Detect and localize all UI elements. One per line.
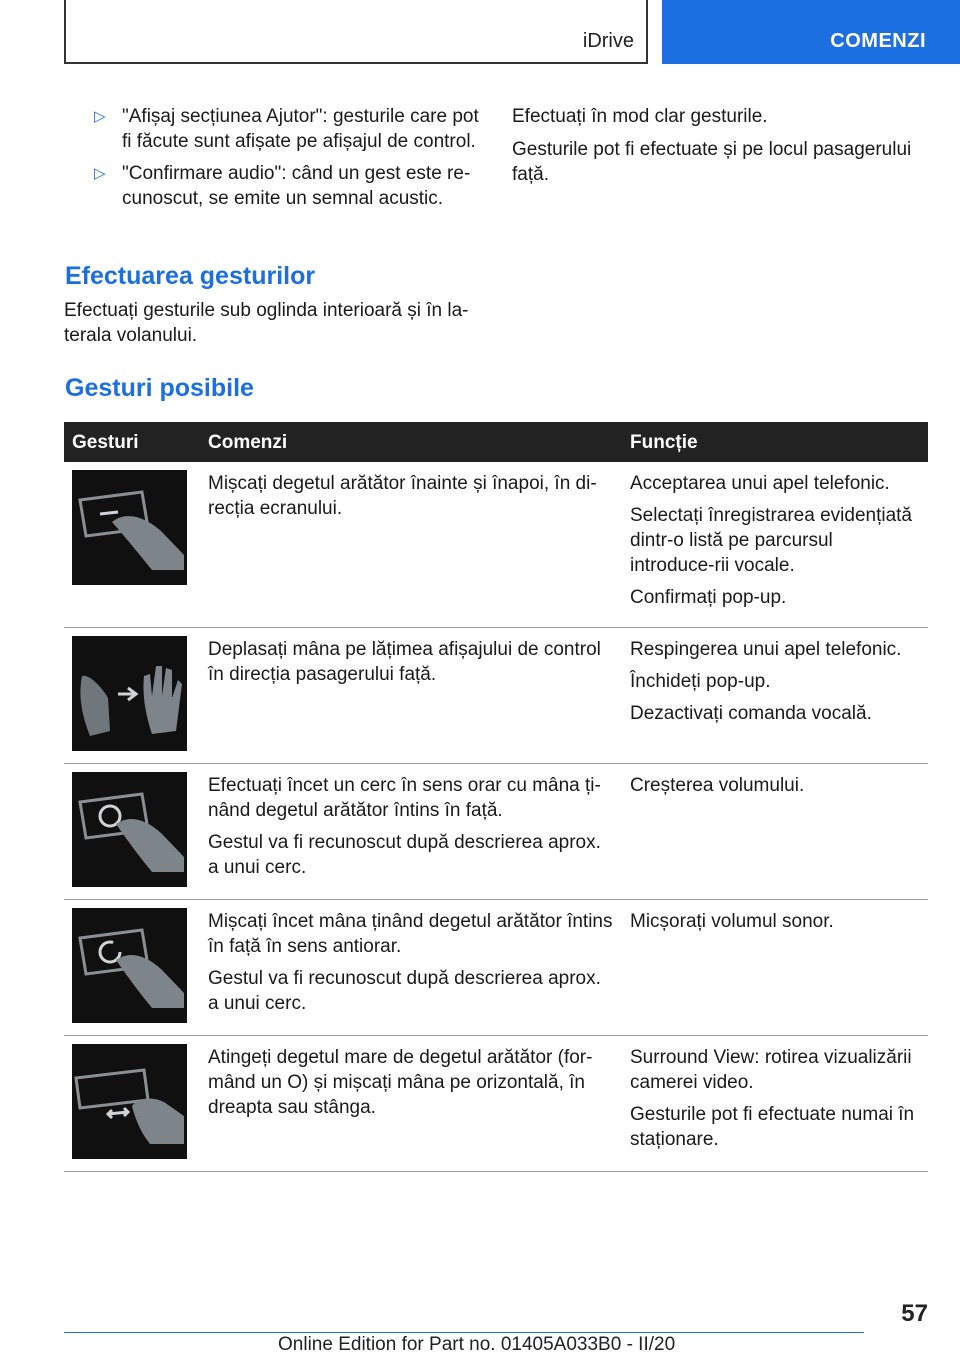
bullet-text: "Confirmare audio": când un gest este re-cunoscut, se emite un semnal acustic. xyxy=(122,163,471,209)
command-text: Gestul va fi recunoscut după descrierea aprox. a unui cerc. xyxy=(208,832,601,878)
table-row xyxy=(64,900,928,1036)
function-text: Închideți pop-up. xyxy=(630,671,771,692)
section-heading-gesturi: Gesturi posibile xyxy=(65,374,254,402)
gestures-table xyxy=(64,422,928,1172)
command-text: Gestul va fi recunoscut după descrierea aprox. a unui cerc. xyxy=(208,968,601,1014)
function-text: Confirmați pop-up. xyxy=(630,587,787,608)
section-paragraph: Efectuați gesturile sub oglinda interioară și în la-terala volanului. xyxy=(64,300,469,346)
right-column xyxy=(512,104,922,195)
table-row xyxy=(64,1036,928,1172)
command-text: Deplasați mâna pe lățimea afișajului de control în direcția pasagerului față. xyxy=(208,639,601,685)
table-row xyxy=(64,764,928,900)
section-heading-efectuare: Efectuarea gesturilor xyxy=(65,262,316,290)
header-section-title: iDrive xyxy=(582,30,634,52)
footer-divider xyxy=(64,1332,864,1333)
footer-edition-text: Online Edition for Part no. 01405A033B0 - II/20 xyxy=(278,1334,676,1355)
triangle-bullet-icon: ▷ xyxy=(94,108,106,125)
bullet-item xyxy=(64,104,484,154)
bullet-item xyxy=(64,161,484,211)
function-text: Surround View: rotirea vizualizării camerei video. xyxy=(630,1047,912,1093)
gesture-swipe-hand-icon xyxy=(72,636,187,751)
gesture-circle-counterclockwise-icon xyxy=(72,908,187,1023)
command-text: Mișcați degetul arătător înainte și înapoi, în di-recția ecranului. xyxy=(208,473,597,519)
gesture-pinch-swipe-icon xyxy=(72,1044,187,1159)
command-text: Efectuați încet un cerc în sens orar cu mâna ți-nând degetul arătător întins în față. xyxy=(208,775,601,821)
command-text: Mișcați încet mâna ținând degetul arătător întins în față în sens antiorar. xyxy=(208,911,613,957)
table-row xyxy=(64,628,928,764)
header-chapter-title: COMENZI xyxy=(830,30,926,52)
paragraph: Gesturile pot fi efectuate și pe locul pasagerului față. xyxy=(512,139,912,185)
command-text: Atingeți degetul mare de degetul arătător (for-mând un O) și mișcați mâna pe orizontală, în dreapta sau stânga. xyxy=(208,1047,593,1118)
column-header-gesturi: Gesturi xyxy=(64,422,200,462)
gesture-point-forward-back-icon xyxy=(72,470,187,585)
column-header-functie: Funcție xyxy=(622,422,928,462)
function-text: Selectați înregistrarea evidențiată dintr-o listă pe parcursul introduce-rii vocale. xyxy=(630,505,912,576)
function-text: Micșorați volumul sonor. xyxy=(630,911,834,932)
page-number: 57 xyxy=(901,1300,928,1327)
table-row xyxy=(64,462,928,628)
header-section-box xyxy=(64,0,648,64)
section-text xyxy=(64,298,474,348)
triangle-bullet-icon: ▷ xyxy=(94,165,106,182)
left-column xyxy=(64,104,484,218)
bullet-text: "Afișaj secțiunea Ajutor": gesturile care pot fi făcute sunt afișate pe afișajul de control. xyxy=(122,106,479,152)
function-text: Creșterea volumului. xyxy=(630,775,805,796)
gesture-circle-clockwise-icon xyxy=(72,772,187,887)
header-chapter-tab xyxy=(662,0,960,64)
function-text: Acceptarea unui apel telefonic. xyxy=(630,473,890,494)
table-header-row xyxy=(64,422,928,462)
function-text: Respingerea unui apel telefonic. xyxy=(630,639,902,660)
function-text: Gesturile pot fi efectuate numai în staționare. xyxy=(630,1104,915,1150)
paragraph: Efectuați în mod clar gesturile. xyxy=(512,106,768,127)
column-header-comenzi: Comenzi xyxy=(200,422,622,462)
function-text: Dezactivați comanda vocală. xyxy=(630,703,872,724)
